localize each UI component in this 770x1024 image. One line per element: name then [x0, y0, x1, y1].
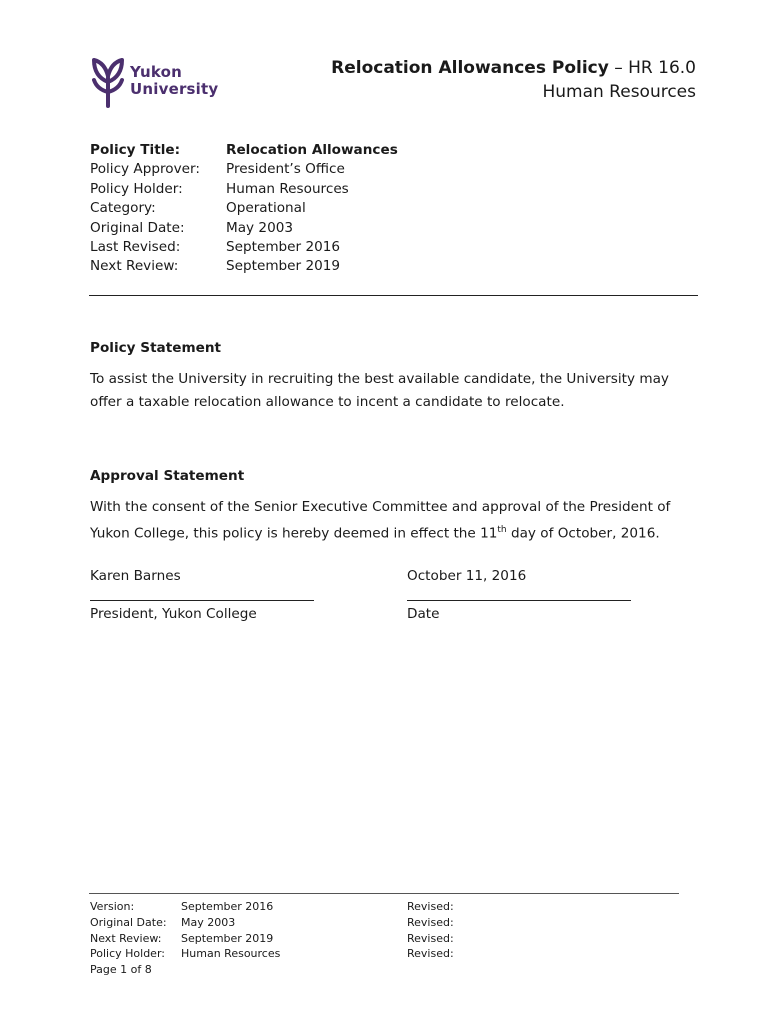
- meta-label: Last Revised:: [90, 239, 181, 256]
- footer-row-version: [90, 899, 280, 915]
- date-block: [407, 567, 631, 624]
- footer-row-policy-holder: [90, 946, 280, 962]
- header-divider: [89, 295, 698, 296]
- meta-row-category: [90, 199, 398, 218]
- footer-revisions: [407, 899, 454, 962]
- revised-label: Revised:: [407, 931, 454, 945]
- page-number: Page 1 of 8: [90, 963, 152, 977]
- date-line: [407, 600, 631, 601]
- footer-value: Human Resources: [181, 947, 281, 961]
- approval-text: With the consent of the Senior Executive Committee and approval of the President of Yukon College, this policy is hereby deemed in effect the 11: [90, 499, 671, 542]
- meta-label: Policy Approver:: [90, 161, 200, 178]
- footer-label: Next Review:: [90, 931, 162, 945]
- ordinal-suffix: th: [497, 524, 507, 535]
- meta-value: May 2003: [226, 219, 294, 236]
- signatory-name: Karen Barnes: [90, 568, 181, 584]
- revised-label: Revised:: [407, 900, 454, 913]
- footer-label: Policy Holder:: [90, 947, 165, 961]
- approval-statement-section: [90, 468, 700, 545]
- policy-statement-body: To assist the University in recruiting the best available candidate, the University may offer a taxable relocation allowance to incent a candidate to relocate.: [90, 371, 669, 410]
- meta-value: Relocation Allowances: [226, 142, 398, 158]
- footer-value: September 2019: [181, 931, 274, 945]
- meta-label: Category:: [90, 200, 156, 217]
- policy-code: – HR 16.0: [614, 58, 696, 78]
- signature-date: October 11, 2016: [407, 568, 527, 584]
- policy-statement-section: [90, 340, 700, 413]
- date-label: Date: [407, 606, 440, 622]
- approval-statement-body: [90, 496, 700, 545]
- university-logo: [90, 56, 220, 108]
- footer-row-next-review: [90, 931, 280, 947]
- meta-row-policy-title: [90, 141, 398, 160]
- meta-label: Next Review:: [90, 258, 179, 275]
- logo-text-university: University: [130, 80, 219, 98]
- document-title: [331, 56, 696, 80]
- signature-block: [90, 567, 314, 624]
- policy-metadata: [90, 141, 398, 277]
- policy-name: Relocation Allowances Policy: [331, 58, 609, 78]
- footer-label: Original Date:: [90, 915, 167, 929]
- footer-info: [90, 899, 280, 978]
- meta-label: Policy Holder:: [90, 180, 183, 197]
- meta-value: Operational: [226, 200, 306, 217]
- meta-row-policy-holder: [90, 180, 398, 199]
- revised-label: Revised:: [407, 947, 454, 961]
- meta-value: Human Resources: [226, 180, 349, 197]
- meta-row-last-revised: [90, 238, 398, 257]
- logo-text-yukon: Yukon: [130, 63, 183, 81]
- meta-value: September 2016: [226, 239, 341, 256]
- approval-text-end: day of October, 2016.: [506, 525, 660, 542]
- policy-statement-heading: Policy Statement: [90, 340, 222, 356]
- department-subtitle: Human Resources: [542, 82, 696, 102]
- meta-label: Policy Title:: [90, 142, 181, 158]
- document-header: [331, 56, 696, 104]
- footer-row-original-date: [90, 915, 280, 931]
- signature-line: [90, 600, 314, 601]
- footer-value: September 2016: [181, 900, 274, 913]
- meta-label: Original Date:: [90, 219, 185, 236]
- revised-label: Revised:: [407, 915, 454, 929]
- approval-statement-heading: Approval Statement: [90, 468, 245, 484]
- meta-row-original-date: [90, 219, 398, 238]
- footer-divider: [89, 893, 679, 894]
- meta-row-next-review: [90, 257, 398, 276]
- logo-wordmark: [130, 64, 218, 98]
- footer-label: Version:: [90, 900, 135, 913]
- signatory-role: President, Yukon College: [90, 606, 257, 622]
- meta-value: President’s Office: [226, 161, 345, 178]
- meta-row-policy-approver: [90, 160, 398, 179]
- footer-value: May 2003: [181, 915, 236, 929]
- leaf-logo-icon: [90, 56, 126, 108]
- meta-value: September 2019: [226, 258, 341, 275]
